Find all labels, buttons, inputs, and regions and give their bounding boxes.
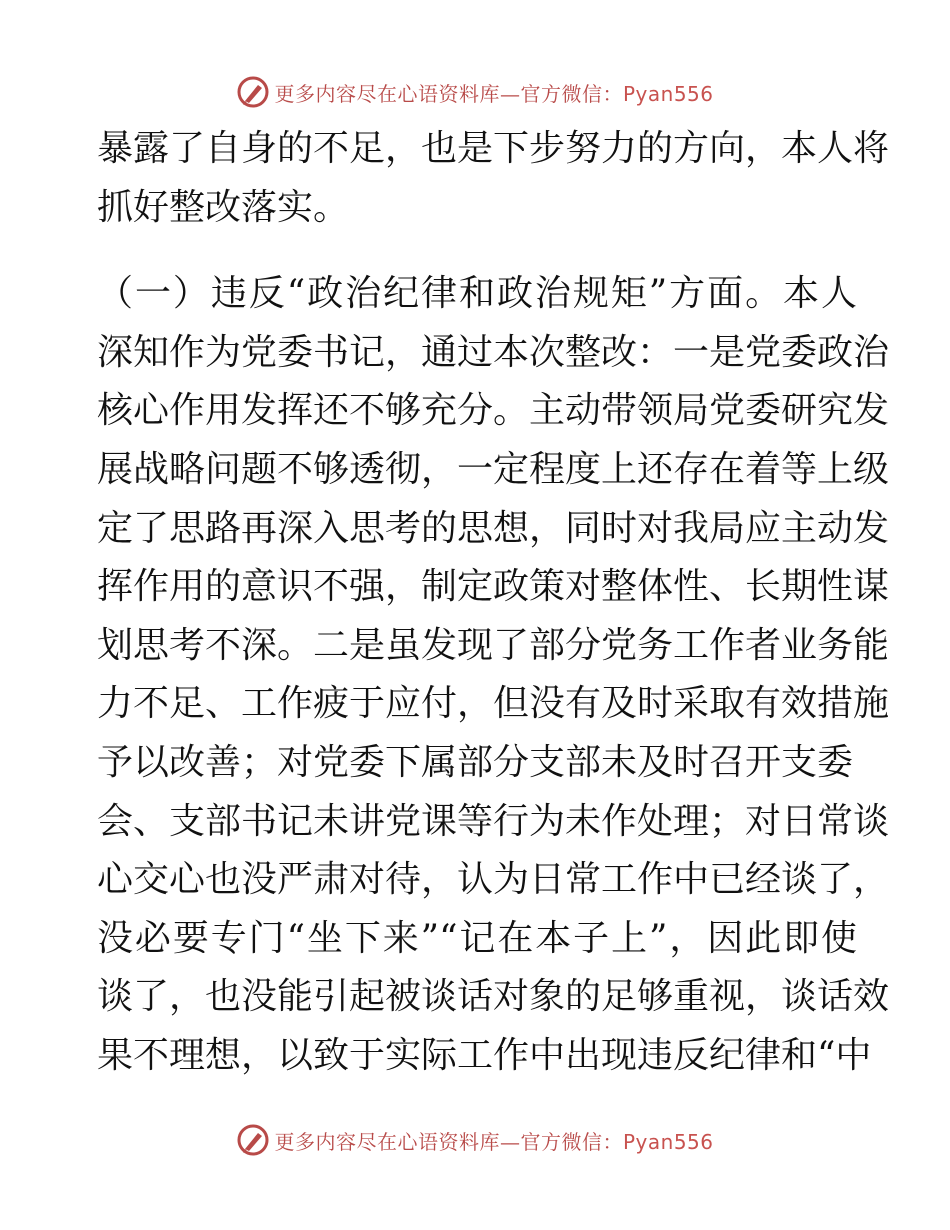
pen-logo-icon bbox=[236, 1123, 270, 1157]
text-line: 核心作用发挥还不够充分。主动带领局党委研究发 bbox=[97, 390, 890, 432]
text-line: 予以改善；对党委下属部分支部未及时召开支委 bbox=[97, 741, 854, 783]
paragraph-1 bbox=[97, 120, 890, 237]
watermark-text: 更多内容尽在心语资料库—官方微信：Pyan556 bbox=[274, 81, 714, 106]
text-line: 划思考不深。二是虽发现了部分党务工作者业务能 bbox=[97, 624, 890, 666]
text-line: 展战略问题不够透彻，一定程度上还存在着等上级 bbox=[97, 448, 890, 490]
text-line: 挥作用的意识不强，制定政策对整体性、长期性谋 bbox=[97, 566, 890, 608]
watermark-text: 更多内容尽在心语资料库—官方微信：Pyan556 bbox=[274, 1129, 714, 1154]
paragraph-2 bbox=[97, 265, 890, 1085]
text-line: 没必要专门“坐下来”“记在本子上”，因此即使 bbox=[97, 917, 857, 959]
text-line: 抓好整改落实。 bbox=[97, 186, 350, 228]
document-body bbox=[97, 120, 890, 1086]
text-line: 心交心也没严肃对待，认为日常工作中已经谈了， bbox=[97, 859, 890, 901]
pen-logo-icon bbox=[236, 75, 270, 109]
text-line: 会、支部书记未讲党课等行为未作处理；对日常谈 bbox=[97, 800, 890, 842]
text-line: （一）违反“政治纪律和政治规矩”方面。本人 bbox=[97, 273, 857, 315]
text-line: 定了思路再深入思考的思想，同时对我局应主动发 bbox=[97, 507, 890, 549]
text-line: 果不理想，以致于实际工作中出现违反纪律和“中 bbox=[97, 1034, 872, 1076]
watermark-banner-bottom bbox=[0, 1120, 950, 1160]
text-line: 谈了，也没能引起被谈话对象的足够重视，谈话效 bbox=[97, 976, 890, 1018]
watermark-banner-top bbox=[0, 72, 950, 112]
text-line: 力不足、工作疲于应付，但没有及时采取有效措施 bbox=[97, 683, 890, 725]
text-line: 暴露了自身的不足，也是下步努力的方向，本人将 bbox=[97, 128, 890, 169]
text-line: 深知作为党委书记，通过本次整改：一是党委政治 bbox=[97, 331, 890, 373]
